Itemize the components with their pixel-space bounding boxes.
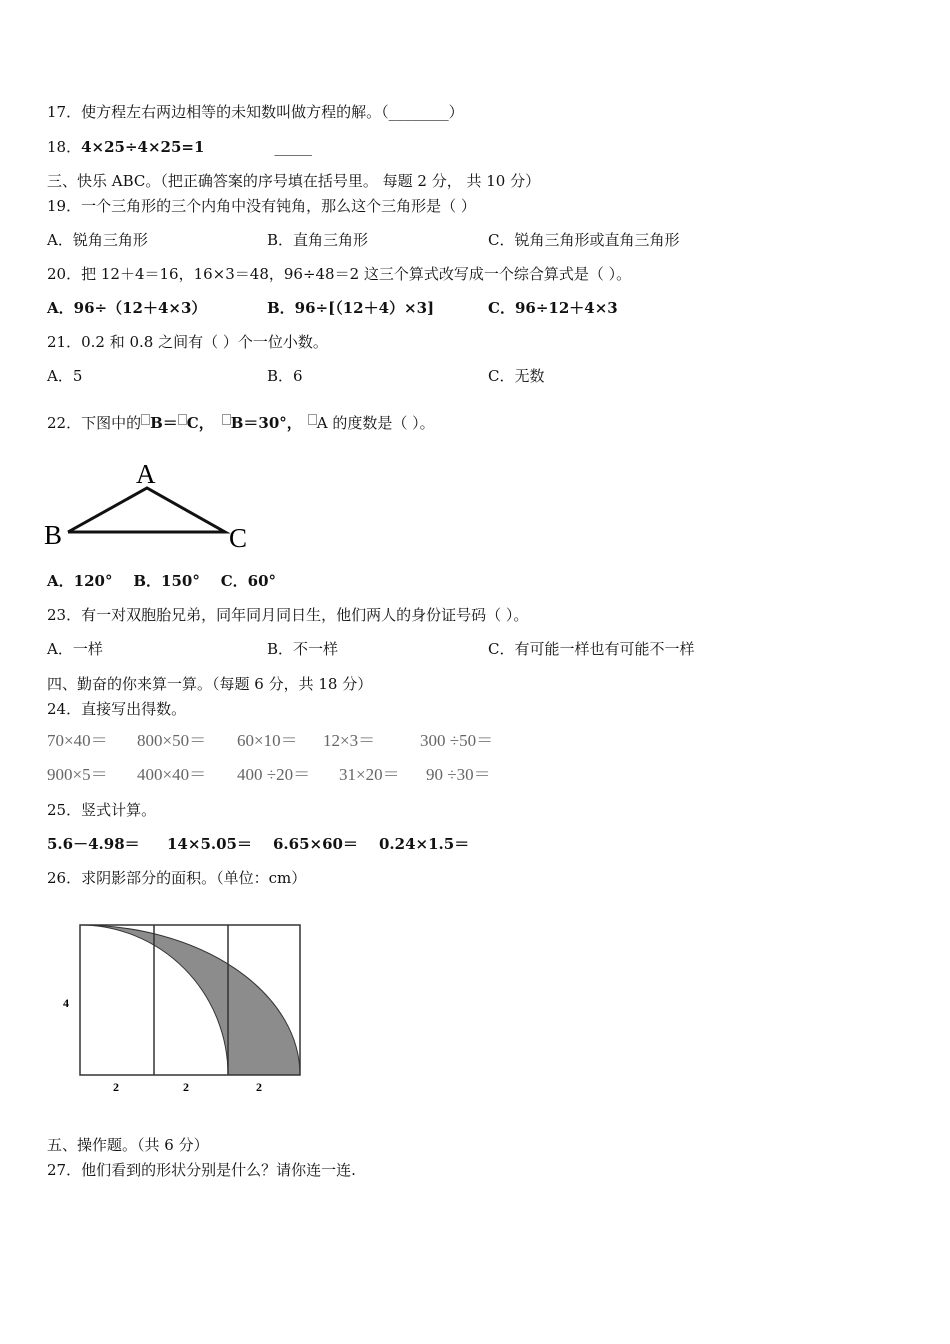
calc-item: 5.6－4.98＝ xyxy=(47,835,140,853)
question-23: 23．有一对双胞胎兄弟，同年同月同日生，他们两人的身份证号码（ ）。 xyxy=(47,606,529,624)
option-a[interactable]: A．96÷（12＋4×3） xyxy=(47,299,207,317)
question-24: 24．直接写出得数。 xyxy=(47,700,187,718)
section-5-heading: 五、操作题。（共 6 分） xyxy=(47,1136,209,1154)
option-a[interactable]: A．一样 xyxy=(47,640,103,658)
calc-item: 12×3＝ xyxy=(323,731,376,750)
calc-item: 0.24×1.5＝ xyxy=(379,835,470,853)
question-22: 22．下图中的 B＝ C， B＝30°， A 的度数是（ ）。 xyxy=(47,414,435,432)
height-label: 4 xyxy=(63,996,69,1010)
width-label: 2 xyxy=(256,1080,262,1094)
question-22-options[interactable]: A．120° B．150° C．60° xyxy=(47,572,277,590)
question-27: 27．他们看到的形状分别是什么？请你连一连. xyxy=(47,1161,356,1179)
option-a[interactable]: A．锐角三角形 xyxy=(47,231,148,249)
calc-item: 400 ÷20＝ xyxy=(237,765,311,784)
calc-item: 60×10＝ xyxy=(237,731,298,750)
calc-item: 400×40＝ xyxy=(137,765,207,784)
question-18: 18．4×25÷4×25=1 _____ xyxy=(47,138,312,156)
shaded-area-figure xyxy=(55,915,315,1100)
vertex-label-a: A xyxy=(136,459,156,489)
question-21: 21．0.2 和 0.8 之间有（ ）个一位小数。 xyxy=(47,333,328,351)
section-4-heading: 四、勤奋的你来算一算。（每题 6 分，共 18 分） xyxy=(47,675,373,693)
width-label: 2 xyxy=(113,1080,119,1094)
calc-item: 900×5＝ xyxy=(47,765,108,784)
calc-item: 6.65×60＝ xyxy=(273,835,358,853)
option-b[interactable]: B．6 xyxy=(267,367,303,385)
section-3-heading: 三、快乐 ABC。（把正确答案的序号填在括号里。 每题 2 分， 共 10 分） xyxy=(47,172,541,190)
option-c[interactable]: C．锐角三角形或直角三角形 xyxy=(488,231,680,249)
vertex-label-b: B xyxy=(44,520,63,550)
triangle-figure xyxy=(40,455,260,555)
option-b[interactable]: B．96÷[（12＋4）×3] xyxy=(267,299,435,317)
angle-symbol-icon xyxy=(222,414,231,425)
vertex-label-c: C xyxy=(229,523,248,553)
calc-item: 70×40＝ xyxy=(47,731,108,750)
question-20: 20．把 12＋4＝16，16×3＝48，96÷48＝2 这三个算式改写成一个综合算式是（ ）。 xyxy=(47,265,632,283)
question-19: 19．一个三角形的三个内角中没有钝角，那么这个三角形是（ ） xyxy=(47,197,476,215)
calc-item: 31×20＝ xyxy=(339,765,400,784)
question-26: 26．求阴影部分的面积。（单位：cm） xyxy=(47,869,307,887)
answer-blank[interactable]: _____ xyxy=(274,138,312,156)
angle-symbol-icon xyxy=(141,414,150,425)
angle-symbol-icon xyxy=(308,414,317,425)
calc-item: 300 ÷50＝ xyxy=(420,731,494,750)
answer-blank[interactable]: ________ xyxy=(388,103,449,121)
option-c[interactable]: C．有可能一样也有可能不一样 xyxy=(488,640,695,658)
calc-item: 800×50＝ xyxy=(137,731,207,750)
option-b[interactable]: B．不一样 xyxy=(267,640,339,658)
width-label: 2 xyxy=(183,1080,189,1094)
angle-symbol-icon xyxy=(178,414,187,425)
option-b[interactable]: B．直角三角形 xyxy=(267,231,369,249)
option-a[interactable]: A．5 xyxy=(47,367,83,385)
question-17: 17．使方程左右两边相等的未知数叫做方程的解。（________） xyxy=(47,103,464,121)
calc-item: 90 ÷30＝ xyxy=(426,765,491,784)
option-c[interactable]: C．无数 xyxy=(488,367,545,385)
shaded-region xyxy=(80,925,300,1075)
calc-item: 14×5.05＝ xyxy=(167,835,252,853)
question-25: 25．竖式计算。 xyxy=(47,801,157,819)
option-c[interactable]: C．96÷12＋4×3 xyxy=(488,299,618,317)
triangle-shape xyxy=(68,488,225,532)
